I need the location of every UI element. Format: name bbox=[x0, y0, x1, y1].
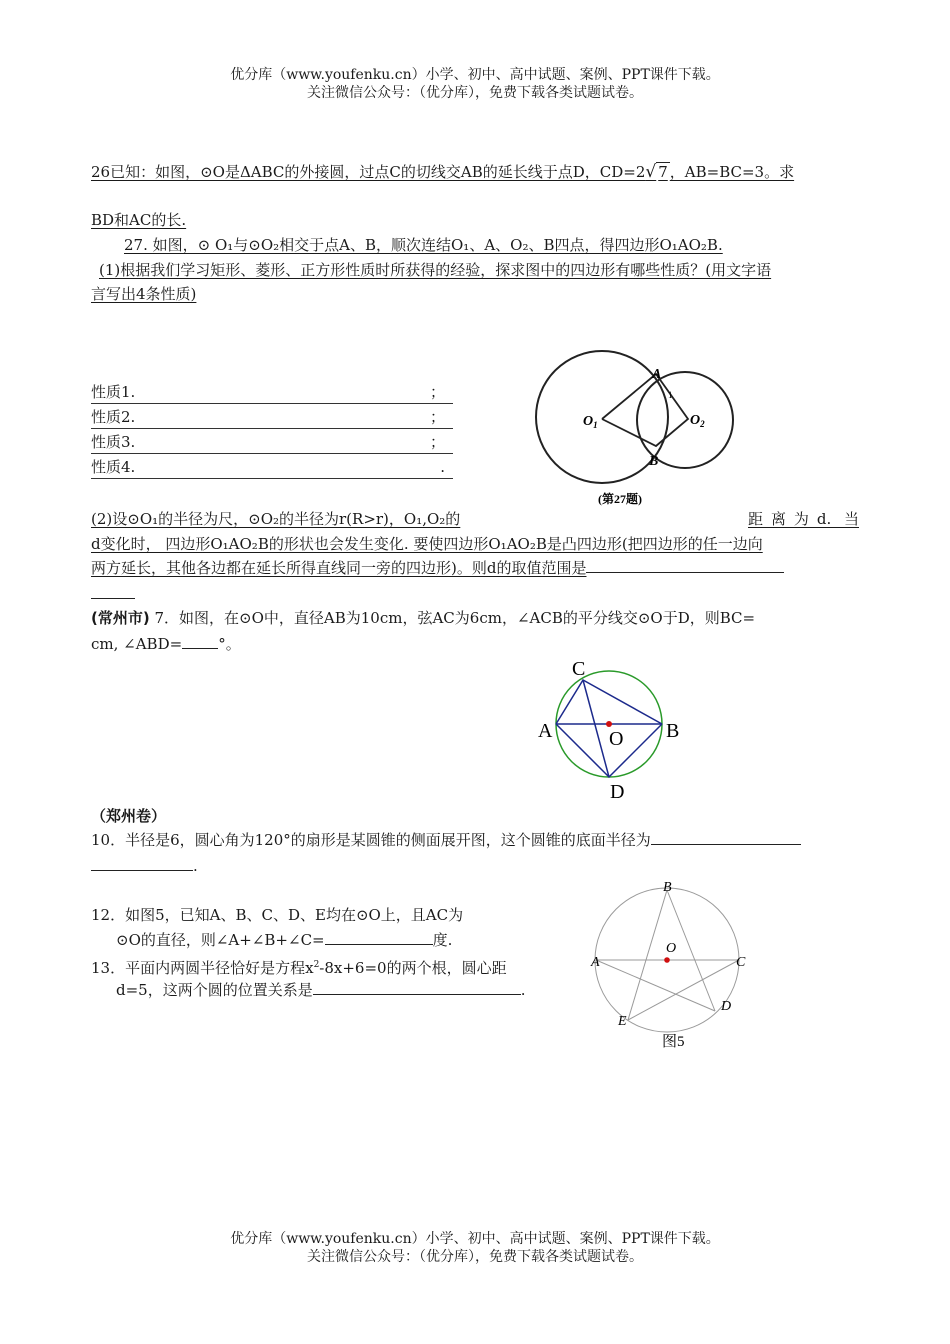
label-o: O bbox=[609, 728, 624, 750]
q13-line-1 bbox=[91, 953, 507, 980]
q26-line-2: BD和AC的长. bbox=[91, 211, 187, 229]
q7-line-1 bbox=[91, 606, 859, 630]
q27-intro: 27. 如图，⊙ O₁与⊙O₂相交于点A、B，顺次连结O₁、A、O₂、B四点，得四边形O₁AO₂B. bbox=[124, 236, 723, 254]
figure-q7 bbox=[530, 655, 700, 805]
q7-line-2 bbox=[91, 632, 859, 656]
q13-answer-blank[interactable] bbox=[313, 978, 521, 995]
property-2[interactable] bbox=[91, 406, 453, 429]
q7-text-2a: cm, ∠ABD= bbox=[91, 635, 183, 653]
range-answer-blank-cont[interactable] bbox=[91, 598, 135, 599]
label-o2: $O_2$ bbox=[690, 413, 705, 429]
q10-line-1 bbox=[91, 828, 859, 852]
q12-text-2a: ⊙O的直径，则∠A+∠B+∠C= bbox=[116, 931, 325, 949]
sqrt-symbol: √ bbox=[645, 162, 657, 182]
q13-text-2a: d=5，这两个圆的位置关系是 bbox=[116, 981, 313, 999]
page-header bbox=[0, 66, 950, 102]
q12-text-2b: 度. bbox=[432, 931, 453, 949]
q7-text-2b: °。 bbox=[218, 635, 241, 653]
label-c: C bbox=[572, 658, 586, 680]
center-dot bbox=[606, 721, 612, 727]
q10-answer-blank-cont[interactable] bbox=[91, 854, 193, 871]
property-3-end: ； bbox=[429, 433, 445, 451]
property-4[interactable] bbox=[91, 456, 453, 479]
label-e: E bbox=[618, 1014, 627, 1029]
label-a: A bbox=[652, 367, 662, 382]
q12-answer-blank[interactable] bbox=[325, 928, 433, 945]
q27-part2-line-1a: (2)设⊙O₁的半径为尺，⊙O₂的半径为r(R>r)，O₁,O₂的 bbox=[91, 510, 461, 528]
q13-text-1a: 13．平面内两圆半径恰好是方程x bbox=[91, 959, 314, 977]
q27-part2-line-2: d变化时， 四边形O₁AO₂B的形状也会发生变化. 要使四边形O₁AO₂B是凸四边形(把四边形的任一边向 bbox=[91, 535, 763, 553]
footer-line-1: 优分库（www.youfenku.cn）小学、初中、高中试题、案例、PPT课件下载。 bbox=[230, 1231, 720, 1247]
segment-ad bbox=[596, 960, 715, 1011]
q10-answer-blank[interactable] bbox=[651, 828, 801, 845]
q26-text-a: 26已知：如图，⊙O是ΔABC的外接圆，过点C的切线交AB的延长线于点D，CD=2 bbox=[91, 163, 646, 181]
label-o: O bbox=[666, 941, 677, 956]
label-c: C bbox=[736, 955, 746, 970]
q13-line-2 bbox=[116, 978, 526, 1002]
label-b: B bbox=[663, 880, 672, 895]
header-line-1: 优分库（www.youfenku.cn）小学、初中、高中试题、案例、PPT课件下载。 bbox=[230, 67, 720, 83]
q27-part1-line-1: (1)根据我们学习矩形、菱形、正方形性质时所获得的经验，探求图中的四边形有哪些性质？(用文字语 bbox=[99, 261, 772, 279]
q27-part2-line-3 bbox=[91, 556, 859, 580]
label-d: D bbox=[721, 999, 732, 1014]
property-3[interactable] bbox=[91, 431, 453, 454]
property-1-label: 性质1. bbox=[91, 383, 136, 401]
q12-line-2 bbox=[116, 928, 452, 952]
quadrilateral-o1ao2b bbox=[602, 374, 688, 446]
label-d: D bbox=[610, 781, 625, 803]
sqrt-radicand: 7 bbox=[658, 163, 668, 181]
bisector-cd bbox=[583, 680, 609, 777]
abd-answer-blank[interactable] bbox=[182, 632, 218, 649]
property-4-end: . bbox=[440, 458, 445, 476]
figure-5 bbox=[585, 870, 765, 1060]
source-changzhou: (常州市) bbox=[91, 609, 150, 627]
q27-part1-line-2: 言写出4条性质) bbox=[91, 285, 197, 303]
footer-line-2: 关注微信公众号：（优分库），免费下载各类试题试卷。 bbox=[307, 1249, 643, 1265]
label-a: A bbox=[591, 955, 600, 970]
figure-5-caption: 图5 bbox=[662, 1034, 685, 1050]
page-footer bbox=[0, 1230, 950, 1266]
figure-27-caption: (第27题) bbox=[598, 492, 642, 506]
label-b: B bbox=[649, 454, 659, 469]
q10-text: 10．半径是6，圆心角为120°的扇形是某圆锥的侧面展开图，这个圆锥的底面半径为 bbox=[91, 831, 651, 849]
q7-text: 7．如图，在⊙O中，直径AB为10cm，弦AC为6cm，∠ACB的平分线交⊙O于D，则BC= bbox=[149, 609, 756, 627]
source-zhengzhou: （郑州卷） bbox=[91, 807, 167, 825]
q13-text-1b: -8x+6=0的两个根，圆心距 bbox=[319, 959, 507, 977]
q10-line-2 bbox=[91, 854, 198, 878]
center-dot bbox=[664, 957, 670, 963]
label-mark: 1 bbox=[668, 390, 673, 400]
q27-part2-line-3-text: 两方延长，其他各边都在延长所得直线同一旁的四边形)。则d的取值范围是 bbox=[91, 559, 587, 577]
q13-text-2b: . bbox=[520, 981, 526, 999]
property-2-label: 性质2. bbox=[91, 408, 136, 426]
property-2-end: ； bbox=[429, 408, 445, 426]
q26-line-1 bbox=[91, 160, 859, 184]
label-o1: $O_1$ bbox=[583, 414, 598, 430]
q13-superscript: 2 bbox=[313, 960, 320, 970]
figure-27 bbox=[525, 350, 750, 515]
segment-be bbox=[628, 890, 667, 1020]
property-4-label: 性质4. bbox=[91, 458, 136, 476]
range-answer-blank[interactable] bbox=[586, 556, 784, 573]
property-1-end: ； bbox=[429, 383, 445, 401]
q12-line-1: 12．如图5，已知A、B、C、D、E均在⊙O上，且AC为 bbox=[91, 906, 464, 924]
property-1[interactable] bbox=[91, 381, 453, 404]
property-3-label: 性质3. bbox=[91, 433, 136, 451]
q10-end: . bbox=[193, 857, 198, 875]
q27-part2-line-1b: 距离为d. 当 bbox=[748, 510, 859, 528]
q26-text-b: ，AB=BC=3。求 bbox=[669, 163, 795, 181]
label-b: B bbox=[666, 720, 680, 742]
header-line-2: 关注微信公众号：（优分库），免费下载各类试题试卷。 bbox=[307, 85, 643, 101]
label-a: A bbox=[538, 720, 553, 742]
